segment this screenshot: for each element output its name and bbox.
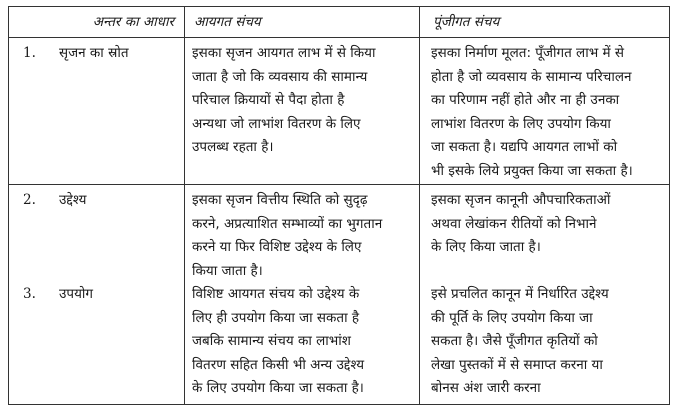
text-line: अन्यथा जो लाभांश वितरण के लिए — [192, 115, 361, 132]
revenue-reserve-cell — [186, 185, 419, 283]
text-line: लेखा पुस्तकों में से समाप्त करना या — [431, 356, 603, 373]
text-line: करने या फिर विशिष्ट उद्देश्य के लिए — [192, 239, 362, 255]
text-line: लाभांश वितरण के लिए उपयोग किया — [431, 115, 611, 132]
row-number: 3. — [23, 286, 36, 302]
text-line: इसका सृजन वित्तीय स्थिति को सुदृढ़ — [192, 192, 368, 208]
table-row — [9, 279, 669, 404]
text-line: जबकि सामान्य संचय का लाभांश — [192, 333, 351, 349]
basis-label: उपयोग — [59, 286, 93, 302]
capital-reserve-cell — [421, 38, 669, 183]
header-revenue-reserve: आयगत संचय — [194, 14, 261, 30]
revenue-reserve-cell — [186, 279, 419, 401]
capital-reserve-cell — [421, 279, 669, 401]
table-row — [9, 38, 669, 185]
text-line: इसका सृजन आयगत लाभ में से किया — [192, 45, 376, 61]
basis-label: उद्देश्य — [59, 192, 87, 208]
text-line: जाता है जो कि व्यवसाय की सामान्य — [192, 68, 368, 85]
basis-label: सृजन का स्रोत — [59, 45, 129, 61]
text-line: उपलब्ध रहता है। — [192, 139, 274, 155]
capital-reserve-cell — [421, 185, 669, 260]
comparison-table — [8, 6, 670, 405]
text-line: किया जाता है। — [192, 262, 263, 279]
table-header-row — [9, 7, 669, 38]
row-number: 2. — [23, 192, 36, 208]
text-line: सकता है। जैसे पूँजीगत कृतियों को — [431, 333, 598, 349]
text-line: के लिए किया जाता है। — [431, 239, 541, 255]
text-line: करने, अप्रत्याशित सम्भाव्यों का भुगतान — [192, 215, 383, 232]
text-line: परिचाल क्रियायों से पैदा होता है — [192, 92, 345, 108]
text-line: होता है जो व्यवसाय के सामान्य परिचालन — [431, 68, 632, 85]
text-line: इसे प्रचलित कानून में निर्धारित उद्देश्य — [431, 286, 609, 302]
table-row — [9, 185, 669, 279]
text-line: वितरण सहित किसी भी अन्य उद्देश्य — [192, 356, 365, 373]
text-line: इसका निर्माण मूलत: पूँजीगत लाभ में से — [431, 45, 624, 61]
revenue-reserve-cell — [186, 38, 419, 160]
text-line: जा सकता है। यद्यपि आयगत लाभों को — [431, 139, 618, 155]
header-basis-of-difference: अन्तर का आधार — [92, 14, 174, 30]
text-line: लिए ही उपयोग किया जा सकता है — [192, 309, 360, 326]
text-line: विशिष्ट आयगत संचय को उद्देश्य के — [192, 286, 360, 302]
text-line: बोनस अंश जारी करना — [431, 380, 541, 396]
row-number: 1. — [23, 45, 36, 61]
text-line: अथवा लेखांकन रीतियों को निभाने — [431, 215, 597, 232]
text-line: भी इसके लिये प्रयुक्त किया जा सकता है। — [431, 162, 633, 179]
header-capital-reserve: पूंजीगत संचय — [433, 14, 500, 30]
text-line: के लिए उपयोग किया जा सकता है। — [192, 380, 364, 396]
text-line: का परिणाम नहीं होते और ना ही उनका — [431, 92, 620, 108]
text-line: इसका सृजन कानूनी औपचारिकताओं — [431, 192, 611, 208]
text-line: की पूर्ति के लिए उपयोग किया जा — [431, 309, 593, 326]
